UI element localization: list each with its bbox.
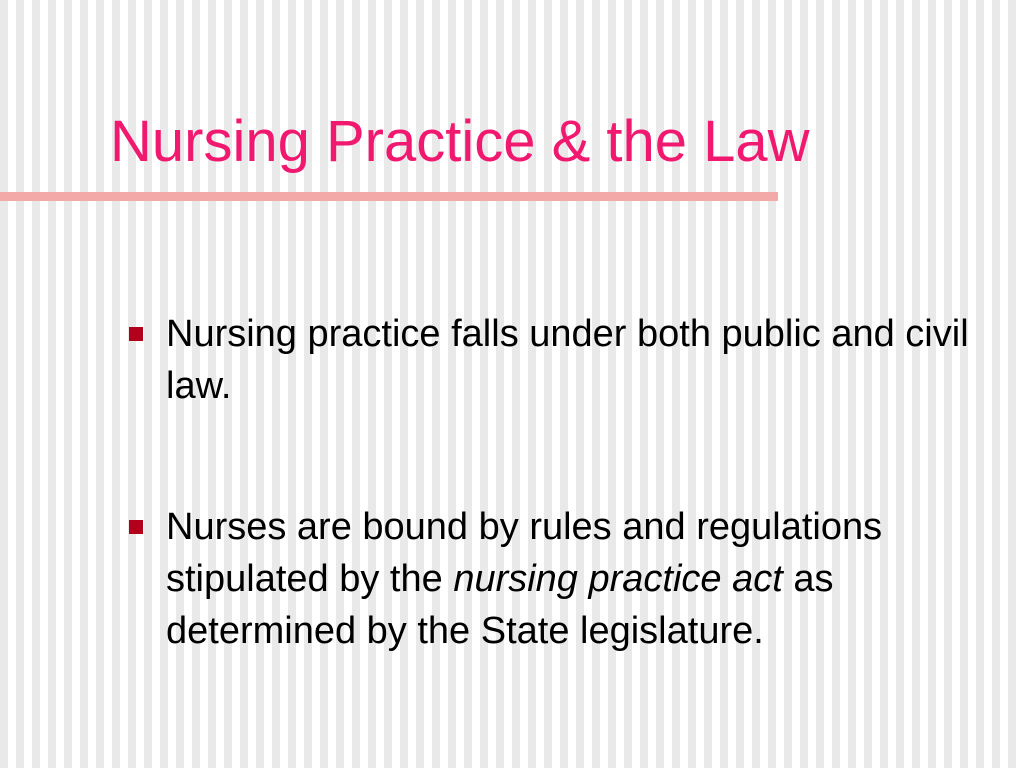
bullet-list [128,308,978,657]
bullet-text [166,506,882,652]
square-bullet-icon [129,520,143,534]
bullet-text-end: as determined by the State legislature. [166,558,834,652]
bullet-item-nursing-practice-act [128,501,978,657]
bullet-text: Nursing practice falls under both public and civil law. [166,313,969,407]
title-underline-rule [0,192,778,201]
nursing-practice-act-emphasis: nursing practice act [453,558,783,600]
square-bullet-icon [129,327,143,341]
bullet-item-public-civil-law [128,308,978,412]
slide-title: Nursing Practice & the Law [110,109,810,174]
bullet-text-start: Nurses are bound by rules and regulations stipulated by the [166,506,883,600]
